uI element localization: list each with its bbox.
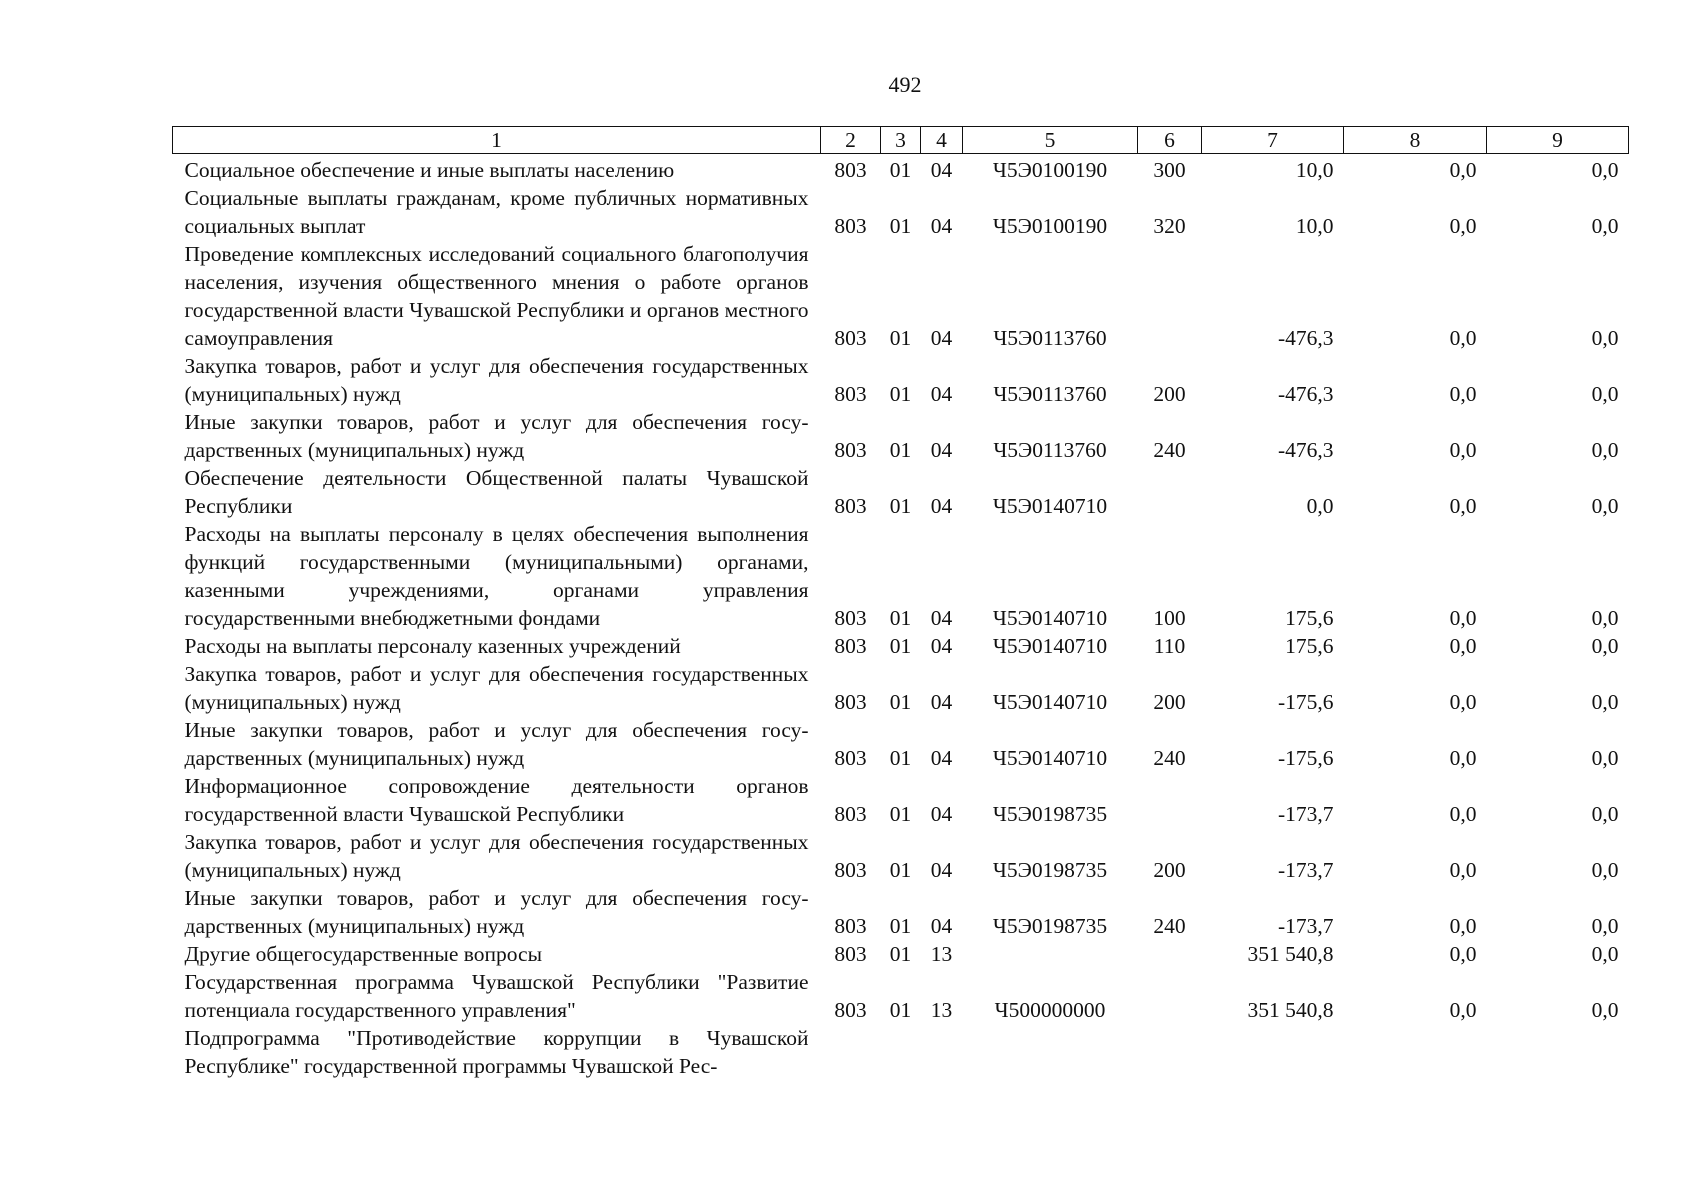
row-ved-code: 803 xyxy=(834,914,867,938)
table-row xyxy=(173,884,1629,940)
header-col-8: 8 xyxy=(1344,127,1487,154)
row-subsection-code: 04 xyxy=(930,158,953,182)
row-expense-type xyxy=(1138,464,1202,520)
row-name: Расходы на выплаты персоналу казенных учреждений xyxy=(184,634,681,658)
row-subsection-code: 04 xyxy=(930,634,953,658)
row-ved-code: 803 xyxy=(834,998,867,1022)
row-amount-col8: 0,0 xyxy=(1449,858,1477,882)
table-row xyxy=(173,1024,1629,1080)
row-subsection-code: 04 xyxy=(930,914,953,938)
row-amount-col8: 0,0 xyxy=(1449,998,1477,1022)
table-row xyxy=(173,632,1629,660)
row-ved-code: 803 xyxy=(834,746,867,770)
table-row xyxy=(173,184,1629,240)
row-ved-code: 803 xyxy=(834,606,867,630)
row-target-article: Ч5Э0198735 xyxy=(992,914,1108,938)
row-name: Обеспечение деятельности Общественной палаты Чувашской Республики xyxy=(184,466,809,518)
row-ved-code: 803 xyxy=(834,158,867,182)
row-ved-code: 803 xyxy=(834,802,867,826)
row-name: Другие общегосударственные вопросы xyxy=(184,942,543,966)
table-row xyxy=(173,154,1629,185)
row-ved-code: 803 xyxy=(834,858,867,882)
table-row xyxy=(173,968,1629,1024)
row-section-code: 01 xyxy=(889,942,912,966)
row-expense-type: 240 xyxy=(1153,746,1186,770)
row-ved-code: 803 xyxy=(834,326,867,350)
row-target-article: Ч500000000 xyxy=(994,998,1106,1022)
row-amount-col9: 0,0 xyxy=(1591,914,1619,938)
row-expense-type xyxy=(1138,772,1202,828)
row-target-article: Ч5Э0100190 xyxy=(992,214,1108,238)
row-amount-col9: 0,0 xyxy=(1591,326,1619,350)
table-row xyxy=(173,716,1629,772)
row-amount-col7: -173,7 xyxy=(1277,802,1334,826)
row-name: Проведение комплексных исследований социального благополучия населения, изучения общественного мнения о работе органов государственной власти Чувашской Республики и органов местного самоуправления xyxy=(184,242,809,350)
page-number: 492 xyxy=(888,72,922,97)
row-target-article: Ч5Э0198735 xyxy=(992,858,1108,882)
row-subsection-code: 04 xyxy=(930,382,953,406)
row-section-code: 01 xyxy=(889,690,912,714)
row-expense-type: 200 xyxy=(1153,858,1186,882)
row-amount-col8: 0,0 xyxy=(1449,634,1477,658)
row-amount-col9: 0,0 xyxy=(1591,858,1619,882)
row-ved-code: 803 xyxy=(834,382,867,406)
row-amount-col9: 0,0 xyxy=(1591,942,1619,966)
row-amount-col9: 0,0 xyxy=(1591,214,1619,238)
row-name: Закупка товаров, работ и услуг для обеспечения государственных (муниципальных) нужд xyxy=(184,354,809,406)
header-col-6: 6 xyxy=(1138,127,1202,154)
row-expense-type: 200 xyxy=(1153,690,1186,714)
header-col-9: 9 xyxy=(1487,127,1629,154)
row-subsection-code: 13 xyxy=(930,942,953,966)
row-expense-type: 240 xyxy=(1153,914,1186,938)
row-ved-code: 803 xyxy=(834,438,867,462)
row-amount-col9: 0,0 xyxy=(1591,158,1619,182)
row-amount-col7: -175,6 xyxy=(1277,746,1334,770)
row-amount-col9: 0,0 xyxy=(1591,382,1619,406)
row-amount-col7: 351 540,8 xyxy=(1247,998,1334,1022)
row-amount-col9: 0,0 xyxy=(1591,634,1619,658)
row-section-code xyxy=(881,1024,921,1080)
row-amount-col8: 0,0 xyxy=(1449,214,1477,238)
row-expense-type: 300 xyxy=(1153,158,1186,182)
table-row xyxy=(173,520,1629,632)
header-col-1: 1 xyxy=(173,127,821,154)
row-amount-col7: -476,3 xyxy=(1277,438,1334,462)
row-subsection-code: 04 xyxy=(930,326,953,350)
row-amount-col9: 0,0 xyxy=(1591,438,1619,462)
header-col-5: 5 xyxy=(963,127,1138,154)
row-amount-col7: 0,0 xyxy=(1306,494,1334,518)
row-expense-type: 200 xyxy=(1153,382,1186,406)
row-target-article: Ч5Э0140710 xyxy=(992,746,1108,770)
row-amount-col9: 0,0 xyxy=(1591,606,1619,630)
row-target-article: Ч5Э0140710 xyxy=(992,690,1108,714)
row-target-article: Ч5Э0113760 xyxy=(993,382,1107,406)
row-section-code: 01 xyxy=(889,998,912,1022)
budget-table xyxy=(172,126,1629,1080)
row-amount-col7 xyxy=(1202,1024,1344,1080)
row-name: Государственная программа Чувашской Республики "Развитие потенциала государственного управления" xyxy=(184,970,809,1022)
row-ved-code xyxy=(821,1024,881,1080)
row-amount-col7: 175,6 xyxy=(1285,634,1334,658)
row-amount-col8: 0,0 xyxy=(1449,382,1477,406)
row-name: Социальное обеспечение и иные выплаты населению xyxy=(184,158,675,182)
row-target-article: Ч5Э0113760 xyxy=(993,438,1107,462)
row-target-article: Ч5Э0140710 xyxy=(992,634,1108,658)
header-row xyxy=(173,127,1629,154)
row-amount-col9: 0,0 xyxy=(1591,494,1619,518)
header-col-7: 7 xyxy=(1202,127,1344,154)
row-amount-col7: 10,0 xyxy=(1295,214,1334,238)
row-subsection-code: 04 xyxy=(930,690,953,714)
row-target-article: Ч5Э0198735 xyxy=(992,802,1108,826)
row-amount-col8: 0,0 xyxy=(1449,158,1477,182)
row-section-code: 01 xyxy=(889,214,912,238)
header-col-4: 4 xyxy=(921,127,963,154)
header-col-3: 3 xyxy=(881,127,921,154)
row-ved-code: 803 xyxy=(834,942,867,966)
row-target-article xyxy=(963,1024,1138,1080)
row-amount-col7: -173,7 xyxy=(1277,858,1334,882)
row-subsection-code: 04 xyxy=(930,494,953,518)
row-name: Расходы на выплаты персоналу в целях обеспечения выполнения функций государственными (муниципальными) органами, казенными учреждениями, органами управления государственными внебюджетными фондами xyxy=(184,522,809,630)
row-ved-code: 803 xyxy=(834,214,867,238)
row-amount-col7: -173,7 xyxy=(1277,914,1334,938)
row-amount-col8: 0,0 xyxy=(1449,326,1477,350)
row-amount-col7: -175,6 xyxy=(1277,690,1334,714)
row-target-article: Ч5Э0100190 xyxy=(992,158,1108,182)
row-expense-type: 320 xyxy=(1153,214,1186,238)
row-section-code: 01 xyxy=(889,634,912,658)
header-col-2: 2 xyxy=(821,127,881,154)
table-row xyxy=(173,352,1629,408)
table-row xyxy=(173,828,1629,884)
row-expense-type: 100 xyxy=(1153,606,1186,630)
row-section-code: 01 xyxy=(889,914,912,938)
row-name: Иные закупки товаров, работ и услуг для обеспечения государственных (муниципальных) нужд xyxy=(184,410,809,462)
row-target-article: Ч5Э0113760 xyxy=(993,326,1107,350)
table-row xyxy=(173,464,1629,520)
row-expense-type xyxy=(1138,1024,1202,1080)
row-amount-col7: 175,6 xyxy=(1285,606,1334,630)
row-expense-type: 240 xyxy=(1153,438,1186,462)
row-subsection-code: 04 xyxy=(930,606,953,630)
row-amount-col9: 0,0 xyxy=(1591,802,1619,826)
row-name: Социальные выплаты гражданам, кроме публичных нормативных социальных выплат xyxy=(184,186,809,238)
row-expense-type: 110 xyxy=(1153,634,1186,658)
row-amount-col7: 351 540,8 xyxy=(1247,942,1334,966)
row-subsection-code: 04 xyxy=(930,214,953,238)
row-expense-type xyxy=(1138,240,1202,352)
row-subsection-code: 13 xyxy=(930,998,953,1022)
row-section-code: 01 xyxy=(889,746,912,770)
row-subsection-code xyxy=(921,1024,963,1080)
row-subsection-code: 04 xyxy=(930,746,953,770)
row-amount-col7: 10,0 xyxy=(1295,158,1334,182)
row-amount-col9: 0,0 xyxy=(1591,998,1619,1022)
row-name: Закупка товаров, работ и услуг для обеспечения государственных (муниципальных) нужд xyxy=(184,662,809,714)
row-name: Информационное сопровождение деятельности органов государственной власти Чувашской Республики xyxy=(184,774,809,826)
row-ved-code: 803 xyxy=(834,690,867,714)
row-section-code: 01 xyxy=(889,158,912,182)
row-amount-col8: 0,0 xyxy=(1449,690,1477,714)
table-row xyxy=(173,660,1629,716)
row-subsection-code: 04 xyxy=(930,802,953,826)
row-target-article: Ч5Э0140710 xyxy=(992,494,1108,518)
row-ved-code: 803 xyxy=(834,634,867,658)
table-row xyxy=(173,240,1629,352)
row-amount-col7: -476,3 xyxy=(1277,382,1334,406)
row-amount-col8: 0,0 xyxy=(1449,802,1477,826)
row-section-code: 01 xyxy=(889,438,912,462)
row-section-code: 01 xyxy=(889,858,912,882)
row-name: Иные закупки товаров, работ и услуг для обеспечения государственных (муниципальных) нужд xyxy=(184,886,809,938)
table-body xyxy=(173,154,1629,1081)
row-amount-col8: 0,0 xyxy=(1449,942,1477,966)
row-amount-col9: 0,0 xyxy=(1591,746,1619,770)
row-section-code: 01 xyxy=(889,326,912,350)
row-expense-type xyxy=(1138,940,1202,968)
row-ved-code: 803 xyxy=(834,494,867,518)
row-amount-col8 xyxy=(1344,1024,1487,1080)
row-name: Иные закупки товаров, работ и услуг для обеспечения государственных (муниципальных) нужд xyxy=(184,718,809,770)
row-subsection-code: 04 xyxy=(930,858,953,882)
row-name: Закупка товаров, работ и услуг для обеспечения государственных (муниципальных) нужд xyxy=(184,830,809,882)
row-section-code: 01 xyxy=(889,606,912,630)
row-section-code: 01 xyxy=(889,802,912,826)
row-subsection-code: 04 xyxy=(930,438,953,462)
row-section-code: 01 xyxy=(889,494,912,518)
row-amount-col8: 0,0 xyxy=(1449,914,1477,938)
row-amount-col8: 0,0 xyxy=(1449,746,1477,770)
table-header xyxy=(173,127,1629,154)
row-section-code: 01 xyxy=(889,382,912,406)
row-amount-col9: 0,0 xyxy=(1591,690,1619,714)
row-name: Подпрограмма "Противодействие коррупции в Чувашской Республике" государственной программы Чувашской Рес- xyxy=(184,1026,809,1078)
row-target-article: Ч5Э0140710 xyxy=(992,606,1108,630)
table-row xyxy=(173,408,1629,464)
table-row xyxy=(173,772,1629,828)
row-amount-col8: 0,0 xyxy=(1449,494,1477,518)
row-amount-col7: -476,3 xyxy=(1277,326,1334,350)
row-target-article xyxy=(963,940,1138,968)
row-amount-col9 xyxy=(1487,1024,1629,1080)
row-expense-type xyxy=(1138,968,1202,1024)
row-amount-col8: 0,0 xyxy=(1449,606,1477,630)
table-row xyxy=(173,940,1629,968)
row-amount-col8: 0,0 xyxy=(1449,438,1477,462)
